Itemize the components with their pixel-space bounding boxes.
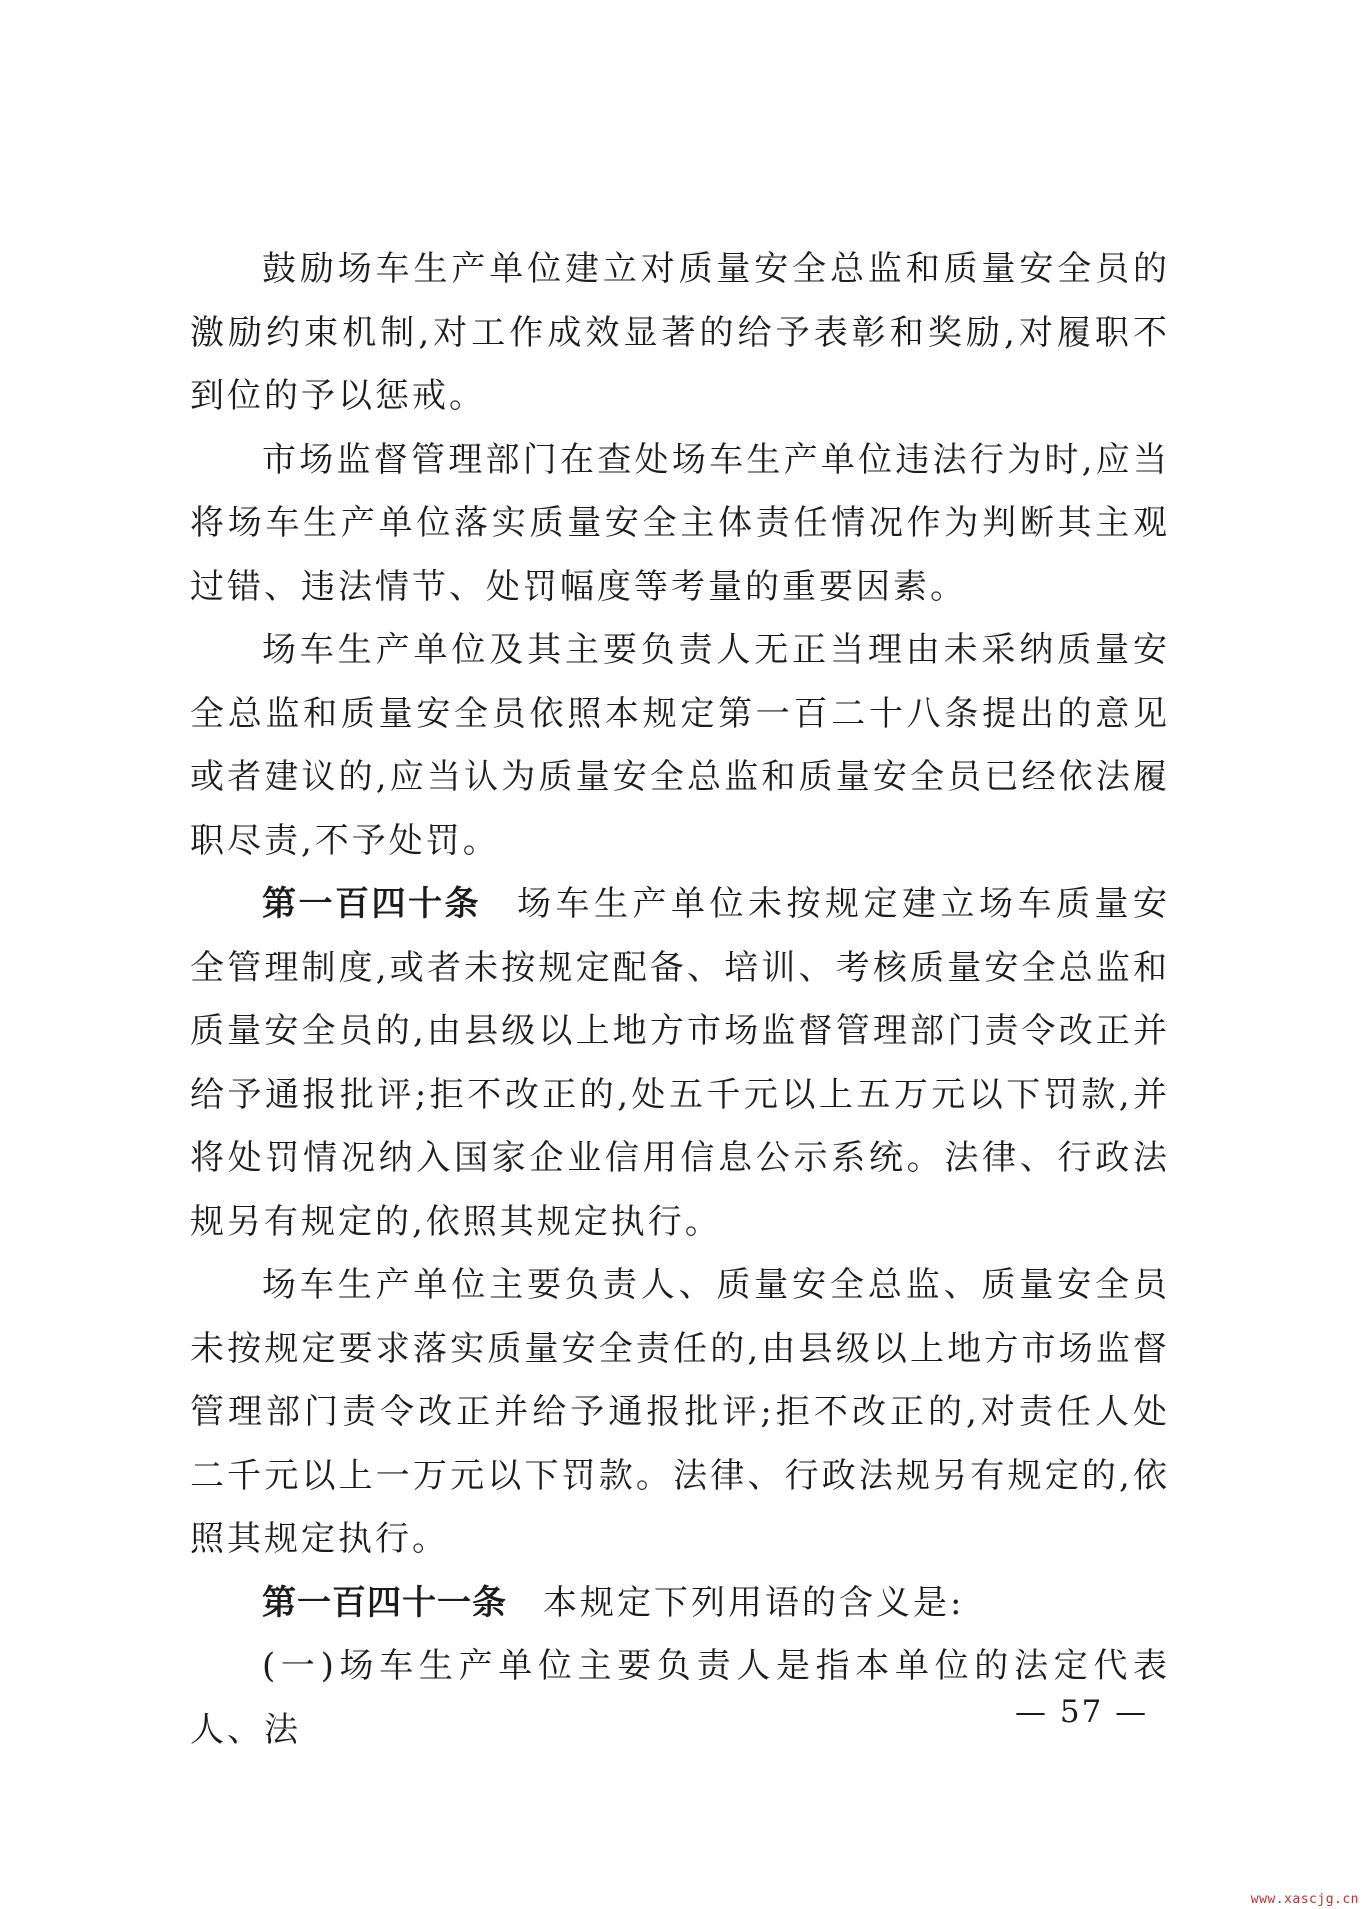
paragraph-3-text: 场车生产单位及其主要负责人无正当理由未采纳质量安全总监和质量安全员依照本规定第一百二十八条提出的意见或者建议的,应当认为质量安全总监和质量安全员已经依法履职尽责,不予处罚。: [190, 630, 1170, 861]
paragraph-1-text: 鼓励场车生产单位建立对质量安全总监和质量安全员的激励约束机制,对工作成效显著的给予表彰和奖励,对履职不到位的予以惩戒。: [190, 249, 1170, 416]
article-141-title: 第一百四十一条: [262, 1582, 507, 1623]
page-number: — 57 —: [1015, 1694, 1149, 1730]
article-140: [190, 873, 1170, 1254]
paragraph-3: [190, 619, 1170, 873]
document-body: [190, 238, 1170, 1762]
paragraph-2: [190, 429, 1170, 620]
paragraph-7-text: (一)场车生产单位主要负责人是指本单位的法定代表人、法: [190, 1646, 1170, 1750]
article-140-title: 第一百四十条: [262, 884, 481, 924]
site-watermark: www.xascjg.cn: [1250, 1892, 1359, 1907]
paragraph-1: [190, 238, 1170, 429]
paragraph-2-text: 市场监督管理部门在查处场车生产单位违法行为时,应当将场车生产单位落实质量安全主体责任情况作为判断其主观过错、违法情节、处罚幅度等考量的重要因素。: [190, 439, 1170, 607]
paragraph-5: [190, 1254, 1170, 1572]
article-141-text: 本规定下列用语的含义是:: [543, 1582, 965, 1623]
paragraph-5-text: 场车生产单位主要负责人、质量安全总监、质量安全员未按规定要求落实质量安全责任的,由县级以上地方市场监督管理部门责令改正并给予通报批评;拒不改正的,对责任人处二千元以上一万元以下罚款。法律、行政法规另有规定的,依照其规定执行。: [190, 1265, 1170, 1559]
article-140-text: 场车生产单位未按规定建立场车质量安全管理制度,或者未按规定配备、培训、考核质量安全总监和质量安全员的,由县级以上地方市场监督管理部门责令改正并给予通报批评;拒不改正的,处五千元以上五万元以下罚款,并将处罚情况纳入国家企业信用信息公示系统。法律、行政法规另有规定的,依照其规定执行。: [190, 884, 1170, 1242]
article-141: [190, 1572, 1170, 1636]
